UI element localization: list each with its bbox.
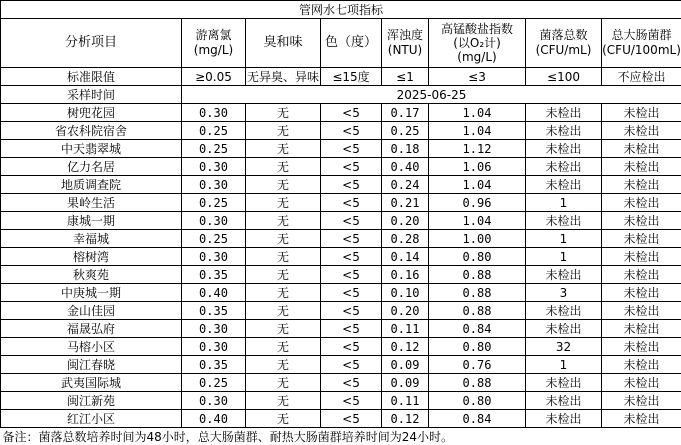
cell-coliform: 未检出 [602, 410, 681, 428]
cell-color: <5 [321, 176, 382, 194]
cell-coliform: 未检出 [602, 122, 681, 140]
cell-cod: 1.06 [429, 158, 526, 176]
standard-odor: 无异臭、异味 [246, 69, 319, 84]
cell-chlorine: 0.40 [182, 284, 246, 302]
table-row [1, 230, 681, 248]
header-cod-unit: (mg/L) [457, 50, 497, 64]
cell-turbidity: 0.18 [382, 140, 429, 158]
cell-coliform: 未检出 [602, 194, 681, 212]
table-row [1, 338, 681, 356]
cell-cod: 0.88 [429, 374, 526, 392]
table-row [1, 302, 681, 320]
cell-coliform: 未检出 [602, 266, 681, 284]
cell-odor: 无 [246, 212, 321, 230]
cell-odor: 无 [246, 248, 321, 266]
cell-turbidity: 0.11 [382, 320, 429, 338]
cell-color: <5 [321, 158, 382, 176]
cell-chlorine: 0.30 [182, 158, 246, 176]
cell-color: <5 [321, 338, 382, 356]
header-bacteria-name: 菌落总数 [539, 28, 588, 42]
cell-turbidity: 0.25 [382, 122, 429, 140]
cell-chlorine: 0.35 [182, 302, 246, 320]
cell-coliform: 未检出 [602, 356, 681, 374]
cell-chlorine: 0.35 [182, 266, 246, 284]
cell-turbidity: 0.12 [382, 338, 429, 356]
table-note: 备注：菌落总数培养时间为48小时，总大肠菌群、耐热大肠菌群培养时间为24小时。 [1, 428, 681, 445]
cell-turbidity: 0.20 [382, 302, 429, 320]
cell-turbidity: 0.09 [382, 356, 429, 374]
table-row [1, 410, 681, 428]
table-row [1, 284, 681, 302]
cell-chlorine: 0.30 [182, 176, 246, 194]
cell-color: <5 [321, 212, 382, 230]
cell-site: 闽江春晓 [1, 356, 182, 374]
cell-coliform: 未检出 [602, 320, 681, 338]
cell-turbidity: 0.16 [382, 266, 429, 284]
table-row [1, 158, 681, 176]
cell-cod: 0.88 [429, 302, 526, 320]
cell-bacteria: 3 [526, 284, 602, 302]
sampling-row [1, 86, 681, 104]
table-row [1, 266, 681, 284]
header-odor: 臭和味 [246, 19, 321, 68]
cell-site: 闽江新苑 [1, 392, 182, 410]
cell-cod: 1.04 [429, 104, 526, 122]
cell-odor: 无 [246, 230, 321, 248]
cell-site: 榕树湾 [1, 248, 182, 266]
cell-color: <5 [321, 284, 382, 302]
cell-bacteria: 未检出 [526, 140, 602, 158]
cell-bacteria: 未检出 [526, 392, 602, 410]
cell-coliform: 未检出 [602, 176, 681, 194]
cell-chlorine: 0.30 [182, 392, 246, 410]
cell-color: <5 [321, 104, 382, 122]
cell-site: 树兜花园 [1, 104, 182, 122]
table-row [1, 140, 681, 158]
table-row [1, 104, 681, 122]
header-bacteria-unit: (CFU/mL) [535, 43, 592, 57]
data-rows [1, 104, 681, 428]
cell-cod: 0.76 [429, 356, 526, 374]
cell-odor: 无 [246, 338, 321, 356]
cell-cod: 0.80 [429, 392, 526, 410]
cell-coliform: 未检出 [602, 248, 681, 266]
cell-chlorine: 0.25 [182, 122, 246, 140]
cell-color: <5 [321, 392, 382, 410]
standard-turbidity: ≤1 [382, 68, 429, 86]
header-turbidity-unit: (NTU) [387, 43, 423, 57]
cell-turbidity: 0.12 [382, 410, 429, 428]
cell-cod: 0.80 [429, 248, 526, 266]
header-cod-name: 高锰酸盐指数 [440, 22, 513, 36]
table-row [1, 194, 681, 212]
sampling-label: 采样时间 [1, 86, 182, 104]
cell-odor: 无 [246, 194, 321, 212]
cell-bacteria: 未检出 [526, 212, 602, 230]
cell-color: <5 [321, 140, 382, 158]
cell-turbidity: 0.28 [382, 230, 429, 248]
cell-color: <5 [321, 302, 382, 320]
cell-chlorine: 0.30 [182, 338, 246, 356]
header-row [1, 19, 681, 68]
cell-cod: 0.88 [429, 266, 526, 284]
cell-coliform: 未检出 [602, 230, 681, 248]
cell-coliform: 未检出 [602, 158, 681, 176]
standard-color: ≤15度 [321, 68, 382, 86]
cell-bacteria: 1 [526, 230, 602, 248]
cell-color: <5 [321, 320, 382, 338]
standard-chlorine: ≥0.05 [182, 68, 246, 86]
standard-label: 标准限值 [1, 68, 182, 86]
cell-site: 中庚城一期 [1, 284, 182, 302]
cell-chlorine: 0.30 [182, 248, 246, 266]
standard-row [1, 68, 681, 86]
cell-coliform: 未检出 [602, 140, 681, 158]
cell-cod: 0.96 [429, 194, 526, 212]
cell-bacteria: 1 [526, 248, 602, 266]
cell-chlorine: 0.30 [182, 320, 246, 338]
cell-chlorine: 0.25 [182, 374, 246, 392]
cell-odor: 无 [246, 266, 321, 284]
cell-site: 金山佳园 [1, 302, 182, 320]
cell-cod: 1.04 [429, 122, 526, 140]
cell-color: <5 [321, 122, 382, 140]
cell-chlorine: 0.40 [182, 410, 246, 428]
cell-site: 红江小区 [1, 410, 182, 428]
header-chlorine-name: 游离氯 [195, 28, 232, 42]
cell-coliform: 未检出 [602, 374, 681, 392]
note-row [1, 428, 681, 445]
cell-odor: 无 [246, 104, 321, 122]
table-row [1, 122, 681, 140]
standard-cod: ≤3 [429, 68, 526, 86]
cell-color: <5 [321, 410, 382, 428]
cell-cod: 0.80 [429, 338, 526, 356]
cell-turbidity: 0.10 [382, 284, 429, 302]
cell-cod: 1.00 [429, 230, 526, 248]
header-coliform-name: 总大肠菌群 [611, 28, 672, 42]
cell-site: 秋爽苑 [1, 266, 182, 284]
cell-turbidity: 0.14 [382, 248, 429, 266]
cell-bacteria: 1 [526, 356, 602, 374]
cell-bacteria: 未检出 [526, 410, 602, 428]
cell-bacteria: 未检出 [526, 266, 602, 284]
cell-coliform: 未检出 [602, 392, 681, 410]
cell-color: <5 [321, 230, 382, 248]
header-chlorine-unit: (mg/L) [193, 43, 234, 57]
cell-chlorine: 0.25 [182, 194, 246, 212]
cell-cod: 1.04 [429, 212, 526, 230]
standard-bacteria: ≤100 [526, 68, 602, 86]
cell-site: 马榕小区 [1, 338, 182, 356]
cell-chlorine: 0.25 [182, 230, 246, 248]
cell-bacteria: 32 [526, 338, 602, 356]
cell-turbidity: 0.11 [382, 392, 429, 410]
cell-cod: 0.84 [429, 320, 526, 338]
cell-color: <5 [321, 374, 382, 392]
cell-coliform: 未检出 [602, 338, 681, 356]
cell-chlorine: 0.30 [182, 104, 246, 122]
table-title: 管网水七项指标 [1, 1, 681, 19]
cell-odor: 无 [246, 320, 321, 338]
table-row [1, 212, 681, 230]
cell-site: 福晟弘府 [1, 320, 182, 338]
cell-site: 地质调查院 [1, 176, 182, 194]
cell-color: <5 [321, 266, 382, 284]
cell-site: 武夷国际城 [1, 374, 182, 392]
cell-site: 省农科院宿舍 [1, 122, 182, 140]
cell-odor: 无 [246, 302, 321, 320]
table-row [1, 176, 681, 194]
header-cod [429, 19, 526, 68]
cell-odor: 无 [246, 140, 321, 158]
cell-bacteria: 未检出 [526, 158, 602, 176]
table-row [1, 374, 681, 392]
cell-odor: 无 [246, 122, 321, 140]
cell-odor: 无 [246, 356, 321, 374]
cell-site: 亿力名居 [1, 158, 182, 176]
cell-bacteria: 未检出 [526, 104, 602, 122]
header-color: 色（度） [321, 19, 382, 68]
cell-chlorine: 0.30 [182, 212, 246, 230]
cell-turbidity: 0.24 [382, 176, 429, 194]
cell-color: <5 [321, 194, 382, 212]
cell-color: <5 [321, 356, 382, 374]
table-row [1, 392, 681, 410]
cell-odor: 无 [246, 176, 321, 194]
cell-coliform: 未检出 [602, 284, 681, 302]
header-turbidity-name: 浑浊度 [386, 28, 423, 42]
cell-turbidity: 0.21 [382, 194, 429, 212]
header-item: 分析项目 [1, 19, 182, 68]
cell-site: 幸福城 [1, 230, 182, 248]
cell-coliform: 未检出 [602, 212, 681, 230]
table-row [1, 356, 681, 374]
table-row [1, 320, 681, 338]
cell-cod: 0.88 [429, 284, 526, 302]
sampling-date: 2025-06-25 [182, 86, 681, 104]
cell-bacteria: 未检出 [526, 320, 602, 338]
header-coliform-unit: (CFU/100mL) [602, 43, 681, 57]
header-cod-basis: (以O₂计) [453, 36, 501, 50]
cell-site: 果岭生活 [1, 194, 182, 212]
cell-odor: 无 [246, 374, 321, 392]
cell-bacteria: 1 [526, 194, 602, 212]
cell-coliform: 未检出 [602, 104, 681, 122]
table-row [1, 248, 681, 266]
cell-odor: 无 [246, 392, 321, 410]
cell-chlorine: 0.35 [182, 356, 246, 374]
cell-cod: 1.12 [429, 140, 526, 158]
cell-turbidity: 0.17 [382, 104, 429, 122]
header-turbidity [382, 19, 429, 68]
cell-site: 康城一期 [1, 212, 182, 230]
cell-bacteria: 未检出 [526, 122, 602, 140]
cell-odor: 无 [246, 410, 321, 428]
cell-odor: 无 [246, 284, 321, 302]
header-bacteria [526, 19, 602, 68]
title-row [1, 1, 681, 19]
cell-coliform: 未检出 [602, 302, 681, 320]
cell-bacteria: 未检出 [526, 374, 602, 392]
cell-turbidity: 0.09 [382, 374, 429, 392]
cell-site: 中天翡翠城 [1, 140, 182, 158]
cell-odor: 无 [246, 158, 321, 176]
standard-coliform: 不应检出 [602, 68, 681, 86]
cell-bacteria: 未检出 [526, 176, 602, 194]
cell-bacteria: 未检出 [526, 302, 602, 320]
cell-color: <5 [321, 248, 382, 266]
header-chlorine [182, 19, 246, 68]
cell-chlorine: 0.25 [182, 140, 246, 158]
cell-cod: 0.84 [429, 410, 526, 428]
cell-turbidity: 0.40 [382, 158, 429, 176]
cell-cod: 1.04 [429, 176, 526, 194]
cell-turbidity: 0.20 [382, 212, 429, 230]
header-coliform [602, 19, 681, 68]
